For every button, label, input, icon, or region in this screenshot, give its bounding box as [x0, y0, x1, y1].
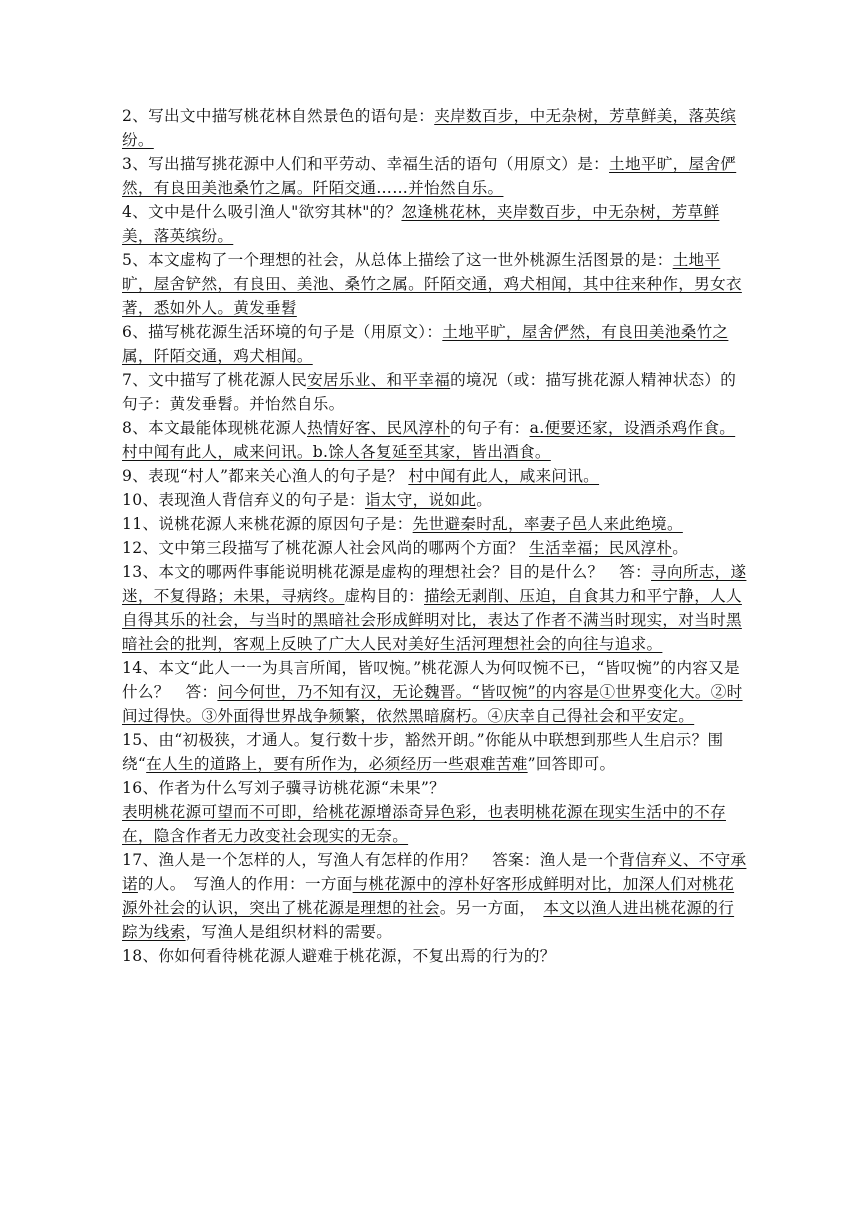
question-text: 2、写出文中描写桃花林自然景色的语句是：	[122, 107, 435, 125]
question-text: 13、本文的哪两件事能说明桃花源是虚构的理想社会？目的是什么？ 答：	[122, 563, 652, 581]
answer-text: 背信弃义、不守承诺	[122, 851, 747, 893]
answer-text: 土地平旷，屋舍俨然，有良田美池桑竹之属。阡陌交通……并怡然自乐。	[122, 155, 737, 197]
answer-text: 热情好客、民风淳朴	[307, 419, 451, 437]
question-text: 的句子有：	[450, 419, 530, 437]
question-text: 4、文中是什么吸引渔人"欲穷其林"的？	[122, 203, 402, 221]
question-text: 16、作者为什么写刘子骥寻访桃花源“未果”？	[122, 779, 446, 797]
question-text: 3、写出描写挑花源中人们和平劳动、幸福生活的语句（用原文）是：	[122, 155, 610, 173]
question-text: ，写渔人是组织材料的需要。	[185, 923, 393, 941]
question-text: 11、说桃花源人来桃花源的原因句子是：	[122, 515, 413, 533]
question-item	[122, 656, 748, 728]
question-item	[122, 104, 748, 152]
question-item	[122, 248, 748, 320]
document-body	[122, 104, 748, 968]
question-item	[122, 776, 748, 800]
question-text: 。	[672, 539, 689, 557]
question-text: 虚构目的：	[344, 587, 424, 605]
question-item	[122, 200, 748, 248]
answer-text: 土地平旷，屋舍俨然，有良田美池桑竹之属，阡陌交通，鸡犬相闻。	[122, 323, 729, 365]
answer-text: 与桃花源中的淳朴好客形成鲜明对比，加深人们对桃花源外社会的认识，突出了桃花源是理想的社会	[122, 875, 735, 917]
question-item	[122, 848, 748, 944]
question-text: 12、文中第三段描写了桃花源人社会风尚的哪两个方面？	[122, 539, 530, 557]
question-item	[122, 368, 748, 416]
answer-text: 在人生的道路上，要有所作为，必须经历一些艰难苦难	[146, 755, 528, 773]
question-text: 14、本文“此人一一为具言所闻，皆叹惋。”桃花源人为何叹惋不已，“皆叹惋”的内容又是什么？ 答：	[122, 659, 740, 701]
answer-text: 村中闻有此人，咸来问讯。	[408, 467, 600, 485]
answer-text: 本文以渔人进出桃花源的行踪为线索	[122, 899, 735, 941]
answer-text: 夹岸数百步，中无杂树，芳草鲜美，落英缤纷。	[122, 107, 737, 149]
question-item	[122, 944, 748, 968]
answer-text: 土地平旷，屋舍铲然，有良田、美池、桑竹之属。阡陌交通，鸡犬相闻，其中往来种作，男女衣著，悉如外人。黄发垂髫	[122, 251, 742, 317]
question-text: 。	[476, 491, 493, 509]
question-text: 6、描写桃花源生活环境的句子是（用原文）：	[122, 323, 443, 341]
question-text: 5、本文虚构了一个理想的社会，从总体上描绘了这一世外桃源生活图景的是：	[122, 251, 673, 269]
question-text: 10、表现渔人背信弃义的句子是：	[122, 491, 365, 509]
question-text: 17、渔人是一个怎样的人，写渔人有怎样的作用？ 答案：渔人是一个	[122, 851, 620, 869]
question-text: 。另一方面，	[439, 899, 544, 917]
question-item	[122, 560, 748, 656]
question-item	[122, 152, 748, 200]
question-text: 18、你如何看待桃花源人避难于桃花源，不复出焉的行为的？	[122, 947, 556, 965]
question-item	[122, 488, 748, 512]
answer-text: 忽逢桃花林，夹岸数百步，中无杂树，芳草鲜美，落英缤纷。	[122, 203, 720, 245]
question-text: ”回答即可。	[527, 755, 616, 773]
question-text: 9、表现“村人”都来关心渔人的句子是？	[122, 467, 409, 485]
question-item	[122, 416, 748, 464]
answer-text: 安居乐业、和平幸福	[307, 371, 451, 389]
answer-text: 诣太守，说如此	[364, 491, 477, 509]
question-item	[122, 512, 748, 536]
answer-text: a.便要还家，设酒杀鸡作食。村中闻有此人，咸来问讯。b.馀人各复延至其家，皆出酒食。	[122, 419, 736, 461]
question-item	[122, 800, 748, 848]
answer-text: 描绘无剥削、压迫，自食其力和平宁静，人人自得其乐的社会，与当时的黑暗社会形成鲜明对比，表达了作者不满当时现实，对当时黑暗社会的批判，客观上反映了广大人民对美好生活河理想社会的向往与追求。	[122, 587, 742, 653]
answer-text: 问今何世，乃不知有汉，无论魏晋。“皆叹惋”的内容是①世界变化大。②时间过得快。③外面得世界战争频繁，依然黑暗腐朽。④庆幸自己得社会和平安定。	[122, 683, 743, 725]
answer-text: 先世避秦时乱，率妻子邑人来此绝境。	[412, 515, 683, 533]
question-text: 的人。 写渔人的作用：一方面	[137, 875, 353, 893]
answer-text: 表明桃花源可望而不可即，给桃花源增添奇异色彩，也表明桃花源在现实生活中的不存在，隐含作者无力改变社会现实的无奈。	[122, 803, 726, 845]
question-text: 的境况（或：描写挑花源人精神状态）的句子：黄发垂髫。并怡然自乐。	[122, 371, 737, 413]
question-item	[122, 320, 748, 368]
answer-text: 生活幸福；民风淳朴	[529, 539, 673, 557]
question-text: 8、本文最能体现桃花源人	[122, 419, 308, 437]
answer-text: 寻向所志，遂迷，不复得路；未果，寻病终。	[122, 563, 747, 605]
question-text: 7、文中描写了桃花源人民	[122, 371, 308, 389]
question-item	[122, 536, 748, 560]
question-item	[122, 728, 748, 776]
question-item	[122, 464, 748, 488]
question-text: 15、由“初极狭，才通人。复行数十步，豁然开朗。”你能从中联想到那些人生启示？围绕“	[122, 731, 724, 773]
